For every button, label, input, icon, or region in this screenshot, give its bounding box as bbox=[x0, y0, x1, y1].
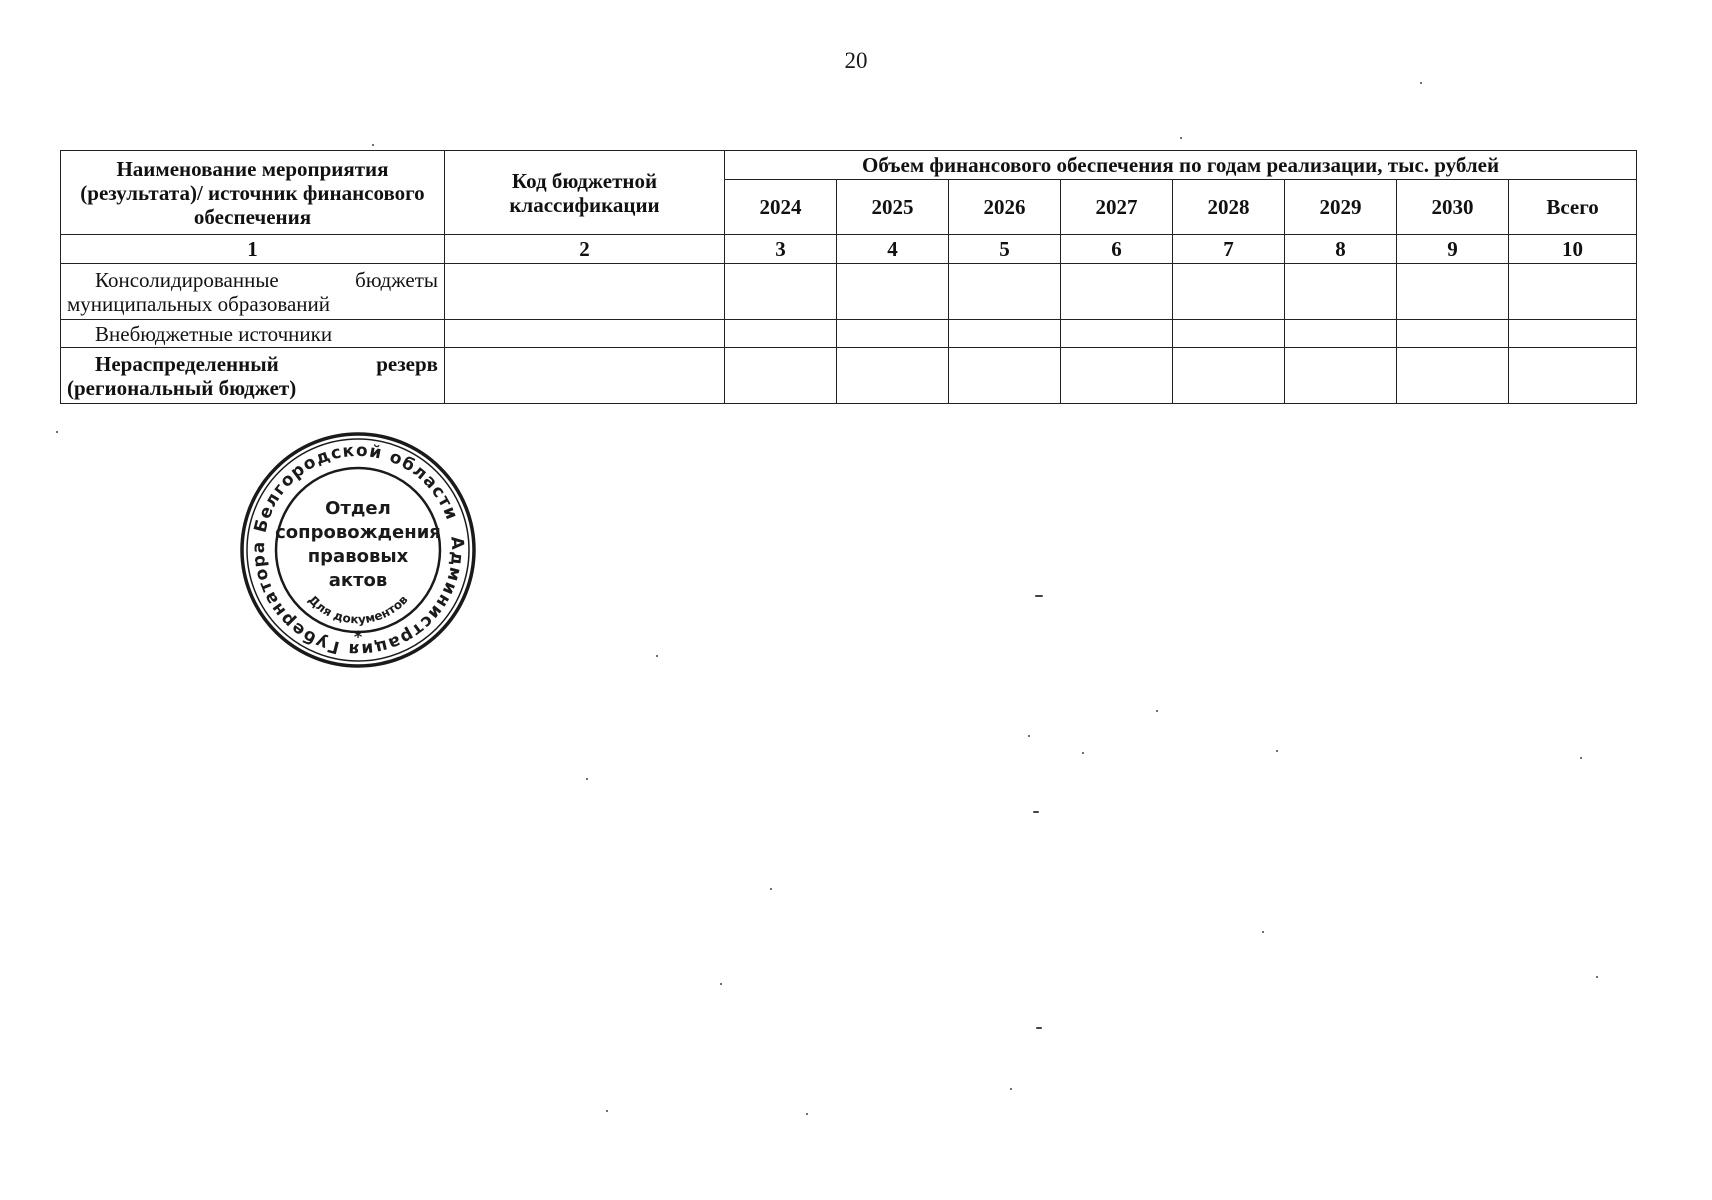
table-cell bbox=[949, 264, 1061, 320]
official-stamp bbox=[238, 430, 478, 670]
table-row bbox=[61, 320, 1637, 348]
scan-speck bbox=[1180, 137, 1182, 139]
scan-speck bbox=[372, 144, 374, 146]
stamp-inner-line: правовых bbox=[307, 546, 409, 567]
table-cell bbox=[1173, 320, 1285, 348]
table-cell bbox=[445, 348, 725, 404]
scan-speck bbox=[586, 778, 588, 780]
year-cell: 2026 bbox=[949, 180, 1061, 235]
scan-speck bbox=[1082, 752, 1084, 754]
table-cell bbox=[725, 264, 837, 320]
scan-speck bbox=[806, 1113, 808, 1115]
scan-speck bbox=[1035, 595, 1043, 597]
row-label: Внебюджетные источники bbox=[61, 320, 445, 348]
svg-text:*: * bbox=[353, 627, 363, 646]
table-cell bbox=[1397, 264, 1509, 320]
table-cell bbox=[949, 320, 1061, 348]
table-cell bbox=[1061, 348, 1173, 404]
row-label: Нераспределенный резерв (региональный бюджет) bbox=[61, 348, 445, 404]
year-cell: 2029 bbox=[1285, 180, 1397, 235]
column-number: 10 bbox=[1509, 235, 1637, 264]
column-number-row bbox=[61, 235, 1637, 264]
table-cell bbox=[1285, 348, 1397, 404]
table-cell bbox=[949, 348, 1061, 404]
table-cell bbox=[1509, 264, 1637, 320]
stamp-inner-line: актов bbox=[328, 570, 388, 591]
stamp-bottom-text: Для документов bbox=[305, 592, 411, 627]
header-volume-cell: Объем финансового обеспечения по годам реализации, тыс. рублей bbox=[725, 151, 1637, 180]
stamp-outer-text: Администрация Губернатора Белгородской области bbox=[248, 440, 468, 660]
scan-speck bbox=[1036, 1027, 1042, 1029]
page-number: 20 bbox=[844, 48, 868, 73]
column-number: 7 bbox=[1173, 235, 1285, 264]
table-cell bbox=[1285, 264, 1397, 320]
scan-speck bbox=[770, 888, 772, 890]
header-name-cell: Наименование мероприятия (результата)/ источник финансового обеспечения bbox=[61, 151, 445, 235]
header-row-top bbox=[61, 151, 1637, 180]
year-cell: 2024 bbox=[725, 180, 837, 235]
scan-speck bbox=[1262, 931, 1264, 933]
scan-speck bbox=[1156, 710, 1158, 712]
table-cell bbox=[837, 264, 949, 320]
column-number: 6 bbox=[1061, 235, 1173, 264]
year-cell: 2027 bbox=[1061, 180, 1173, 235]
table-cell bbox=[837, 348, 949, 404]
row-label: Консолидированные бюджеты муниципальных образований bbox=[61, 264, 445, 320]
svg-text:Для документов bbox=[305, 592, 411, 626]
scan-speck bbox=[1596, 976, 1598, 978]
table-cell bbox=[837, 320, 949, 348]
table-cell bbox=[445, 320, 725, 348]
table-cell bbox=[1397, 320, 1509, 348]
column-number: 1 bbox=[61, 235, 445, 264]
table-cell bbox=[1509, 348, 1637, 404]
scan-speck bbox=[1580, 757, 1582, 759]
scan-speck bbox=[720, 983, 722, 985]
scan-speck bbox=[656, 655, 658, 657]
stamp-inner-line: Отдел bbox=[325, 498, 391, 519]
table-cell bbox=[1061, 320, 1173, 348]
scan-speck bbox=[1033, 811, 1039, 813]
table-cell bbox=[445, 264, 725, 320]
year-cell: 2025 bbox=[837, 180, 949, 235]
scan-speck bbox=[1028, 735, 1030, 737]
table-cell bbox=[1061, 264, 1173, 320]
table-row bbox=[61, 348, 1637, 404]
table-row bbox=[61, 264, 1637, 320]
column-number: 4 bbox=[837, 235, 949, 264]
scan-speck bbox=[1010, 1088, 1012, 1090]
table-cell bbox=[725, 320, 837, 348]
stamp-inner-line: сопровождения bbox=[275, 522, 441, 543]
table-cell bbox=[1173, 348, 1285, 404]
year-cell: 2030 bbox=[1397, 180, 1509, 235]
table-cell bbox=[725, 348, 837, 404]
column-number: 2 bbox=[445, 235, 725, 264]
financing-table bbox=[60, 150, 1637, 404]
column-number: 9 bbox=[1397, 235, 1509, 264]
table-cell bbox=[1509, 320, 1637, 348]
scan-speck bbox=[606, 1110, 608, 1112]
column-number: 5 bbox=[949, 235, 1061, 264]
scan-speck bbox=[56, 431, 58, 433]
scan-speck bbox=[1276, 750, 1278, 752]
year-cell: 2028 bbox=[1173, 180, 1285, 235]
table-cell bbox=[1173, 264, 1285, 320]
scan-speck bbox=[1420, 82, 1422, 84]
header-code-cell: Код бюджетной классификации bbox=[445, 151, 725, 235]
column-number: 8 bbox=[1285, 235, 1397, 264]
table-cell bbox=[1397, 348, 1509, 404]
column-number: 3 bbox=[725, 235, 837, 264]
total-cell: Всего bbox=[1509, 180, 1637, 235]
table-cell bbox=[1285, 320, 1397, 348]
stamp-seal-icon bbox=[238, 430, 478, 670]
